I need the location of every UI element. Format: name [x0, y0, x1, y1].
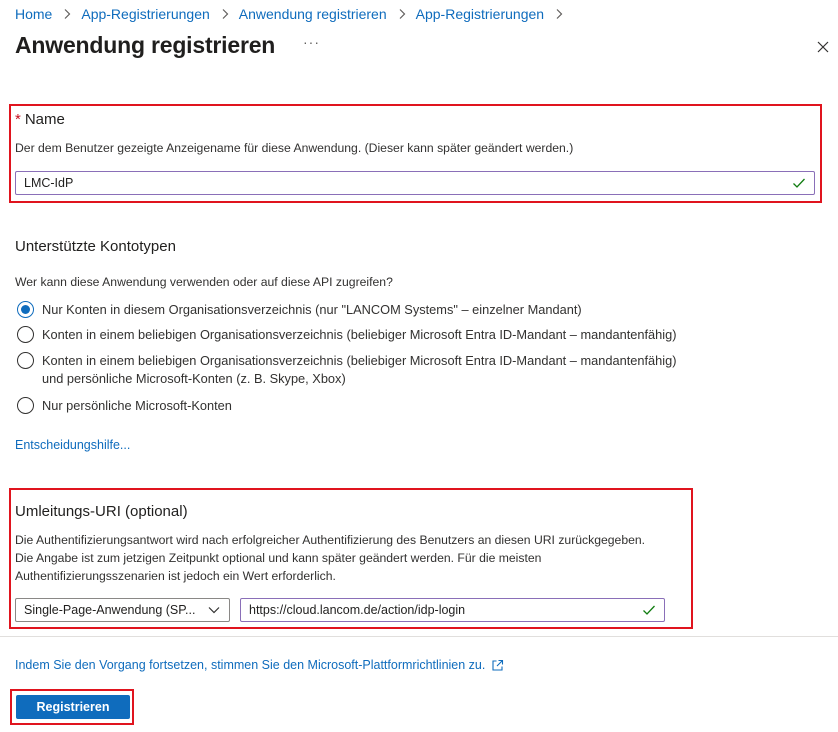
- page-title: Anwendung registrieren: [15, 32, 276, 58]
- breadcrumb: [15, 6, 573, 22]
- platform-policy-link[interactable]: [15, 658, 504, 672]
- radio-button[interactable]: [17, 352, 34, 369]
- name-input-value: LMC-IdP: [24, 176, 74, 190]
- more-options-button[interactable]: ···: [303, 34, 320, 50]
- radio-button[interactable]: [17, 326, 34, 343]
- decision-help-link[interactable]: Entscheidungshilfe...: [15, 438, 131, 452]
- checkmark-icon: [792, 176, 806, 190]
- chevron-right-icon: [62, 8, 72, 20]
- account-types-question: Wer kann diese Anwendung verwenden oder auf diese API zugreifen?: [15, 275, 393, 289]
- external-link-icon: [491, 659, 504, 672]
- breadcrumb-register-application[interactable]: Anwendung registrieren: [238, 6, 387, 22]
- name-label-text: Name: [24, 111, 65, 128]
- breadcrumb-app-registrations[interactable]: App-Registrierungen: [81, 6, 210, 22]
- redirect-description-line1: Die Authentifizierungsantwort wird nach erfolgreicher Authentifizierung des Benutzers an diesen URI zurückgegeben.: [15, 533, 646, 547]
- radio-option-label: Konten in einem beliebigen Organisationsverzeichnis (beliebiger Microsoft Entra ID-Mandant – mandantenfähig): [42, 353, 677, 368]
- name-input[interactable]: [15, 171, 815, 195]
- redirect-description-line2: Die Angabe ist zum jetzigen Zeitpunkt optional und kann später geändert werden. Für die meisten: [15, 551, 542, 565]
- radio-option-label: Konten in einem beliebigen Organisationsverzeichnis (beliebiger Microsoft Entra ID-Mandant – mandantenfähig): [42, 327, 677, 342]
- redirect-description-line3: Authentifizierungsszenarien ist jedoch ein Wert erforderlich.: [15, 569, 336, 583]
- redirect-heading: Umleitungs-URI (optional): [15, 503, 188, 520]
- chevron-right-icon: [220, 8, 230, 20]
- radio-option-single-tenant[interactable]: [17, 301, 582, 319]
- chevron-down-icon: [207, 603, 221, 617]
- radio-button-selected[interactable]: [17, 301, 34, 318]
- name-label: [15, 111, 65, 128]
- chevron-right-icon: [397, 8, 407, 20]
- account-types-heading: Unterstützte Kontotypen: [15, 238, 176, 255]
- platform-dropdown[interactable]: [15, 598, 230, 622]
- radio-option-label: Nur persönliche Microsoft-Konten: [42, 398, 232, 413]
- breadcrumb-home[interactable]: Home: [15, 6, 53, 22]
- checkmark-icon: [642, 603, 656, 617]
- chevron-right-icon: [554, 8, 564, 20]
- radio-button[interactable]: [17, 397, 34, 414]
- radio-option-multi-tenant-personal[interactable]: [17, 352, 677, 388]
- register-button[interactable]: Registrieren: [16, 695, 130, 719]
- radio-option-multi-tenant[interactable]: [17, 326, 677, 344]
- redirect-uri-input[interactable]: [240, 598, 665, 622]
- platform-policy-text: Indem Sie den Vorgang fortsetzen, stimmen Sie den Microsoft-Plattformrichtlinien zu.: [15, 658, 486, 672]
- redirect-description: [15, 531, 645, 585]
- footer-divider: [0, 636, 838, 637]
- close-icon[interactable]: [816, 40, 830, 54]
- redirect-uri-value: https://cloud.lancom.de/action/idp-login: [249, 603, 466, 617]
- radio-option-label-line2: und persönliche Microsoft-Konten (z. B. Skype, Xbox): [42, 371, 346, 386]
- radio-option-personal-only[interactable]: [17, 397, 232, 415]
- name-description: Der dem Benutzer gezeigte Anzeigename für diese Anwendung. (Dieser kann später geändert werden.): [15, 141, 574, 155]
- breadcrumb-app-registrations-2[interactable]: App-Registrierungen: [415, 6, 545, 22]
- platform-dropdown-value: Single-Page-Anwendung (SP...: [24, 603, 196, 617]
- radio-option-label: Nur Konten in diesem Organisationsverzeichnis (nur "LANCOM Systems" – einzelner Mandant): [42, 302, 582, 317]
- required-marker: *: [15, 111, 21, 128]
- radio-option-label-block: [42, 352, 677, 388]
